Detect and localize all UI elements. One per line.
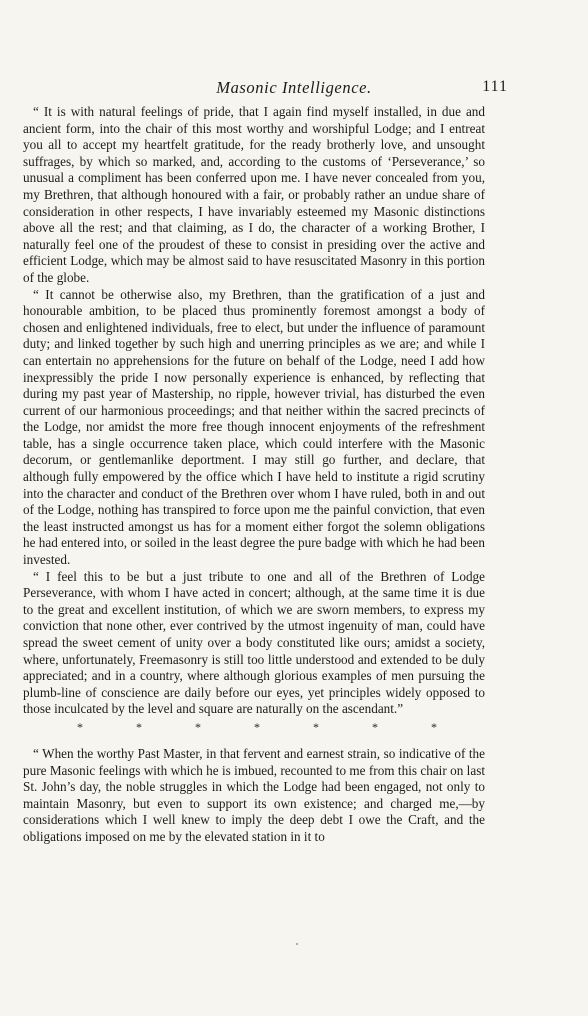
ink-speck bbox=[296, 943, 298, 945]
page-number: 111 bbox=[482, 78, 508, 95]
separator-star: * bbox=[313, 719, 319, 734]
paragraph-2: “ It cannot be otherwise also, my Brethren, than the gratification of a just and honourable ambition, to be placed thus prominently foremost amongst a body of chosen and enlightened individuals, free to elect, but under the influence of paramount duty; and linked together by such high and unerring principles as we are; and while I can entertain no apprehensions for the future on behalf of the Lodge, need I add how inexpressibly the pride I now personally experience is enhanced, by reflecting that during my past year of Mastership, no ripple, however trivial, has disturbed the even current of our harmonious proceedings; and that neither within the sacred precincts of the Lodge, nor amidst the more free though innocent enjoyments of the refreshment table, has a single occurrence taken place, which could interfere with the Masonic decorum, or gentlemanlike deportment. I may still go further, and declare, that although fully empowered by the office which I have held to institute a rigid scrutiny into the character and conduct of the Brethren over whom I have ruled, both in and out of the Lodge, nothing has transpired to force upon me the painful conviction, that even the least instructed amongst us has for a moment either forgot the solemn obligations he had entered into, or soiled in the least degree the pure badge with which he had been invested. bbox=[23, 286, 485, 568]
separator-star: * bbox=[77, 719, 83, 734]
paragraph-3: “ I feel this to be but a just tribute to one and all of the Brethren of Lodge Perseverance, with whom I have acted in concert; although, at the same time it is due to the great and excellent institution, of which we are sworn members, to express my conviction that none other, ever contrived by the utmost ingenuity of man, could have spread the sweet cement of unity over a body constituted like ours; amidst a society, where, unfortunately, Freemasonry is still too little understood and extended to be duly appreciated; and in a country, where although glorious examples of men pursuing the plumb-line of conscience are daily before our eyes, yet principles widely opposed to those inculcated by the level and square are naturally on the ascendant.” bbox=[23, 568, 485, 717]
separator-star: * bbox=[195, 719, 201, 734]
separator-star: * bbox=[372, 719, 378, 734]
paragraph-4: “ When the worthy Past Master, in that fervent and earnest strain, so indicative of the pure Masonic feelings with which he is imbued, recounted to me from this chair on last St. John’s day, the noble struggles in which the Lodge had been engaged, not only to maintain Masonry, but even to support its own existence; and charged me,—by considerations which I well knew to imply the deep debt I owe the Craft, and the obligations imposed on me by the elevated station in it to bbox=[23, 745, 485, 844]
section-separator bbox=[23, 720, 485, 734]
separator-star: * bbox=[254, 719, 260, 734]
page-body bbox=[23, 104, 485, 846]
separator-star: * bbox=[136, 719, 142, 734]
page-header bbox=[0, 78, 588, 102]
running-title: Masonic Intelligence. bbox=[216, 78, 372, 97]
paragraph-1: “ It is with natural feelings of pride, that I again find myself installed, in due and ancient form, into the chair of this most worthy and worshipful Lodge; and I entreat you all to accept my heartfelt gratitude, for the ready brotherly love, and unsought suffrages, by which so marked, and, according to the customs of ‘Perseverance,’ so unusual a compliment has been conferred upon me. I have never concealed from you, my Brethren, that although honoured with a fair, or probably rather an undue share of consideration in other respects, I have invariably esteemed my Masonic distinctions above all the rest; and that claiming, as I do, the character of a working Brother, I naturally feel one of the proudest of these to consist in presiding over the active and efficient Lodge, which may be almost said to have resuscitated Masonry in this portion of the globe. bbox=[23, 104, 485, 285]
separator-star: * bbox=[431, 719, 437, 734]
